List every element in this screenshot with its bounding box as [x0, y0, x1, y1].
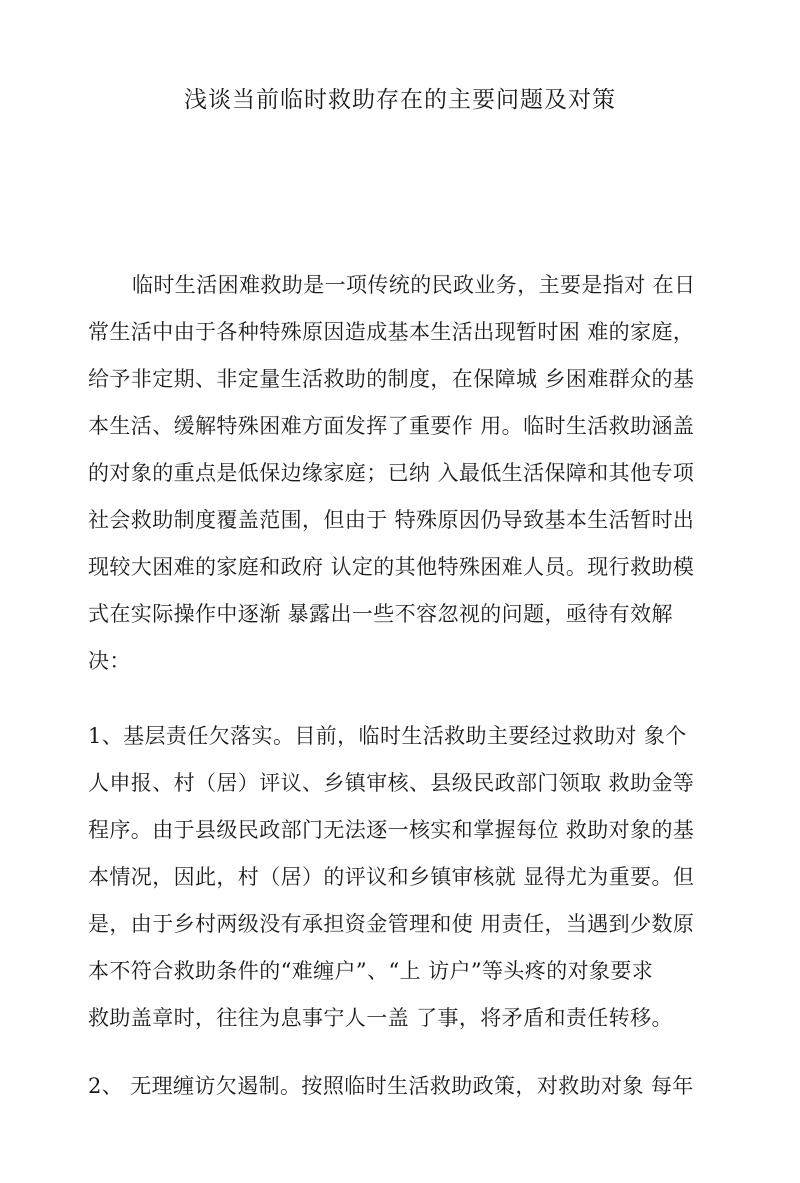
paragraph-intro [88, 262, 722, 685]
paragraph-line: 是，由于乡村两级没有承担资金管理和使 用责任，当遇到少数原 [88, 912, 695, 936]
paragraph-line: 临时生活困难救助是一项传统的民政业务，主要是指对 在日 [132, 273, 696, 297]
paragraph-line: 本情况，因此，村（居）的评议和乡镇审核就 显得尤为重要。但 [88, 865, 695, 889]
paragraph-line: 本生活、缓解特殊困难方面发挥了重要作 用。临时生活救助涵盖 [88, 414, 695, 438]
paragraph-line: 常生活中由于各种特殊原因造成基本生活出现暂时困 难的家庭， [88, 320, 695, 344]
paragraph-line: 式在实际操作中逐渐 暴露出一些不容忽视的问题，亟待有效解 [88, 602, 673, 626]
paragraph-line: 给予非定期、非定量生活救助的制度，在保障城 乡困难群众的基 [88, 367, 695, 391]
paragraph-line: 的对象的重点是低保边缘家庭；已纳 入最低生活保障和其他专项 [88, 461, 695, 485]
paragraph-line: 2、 无理缠访欠遏制。按照临时生活救助政策，对救助对象 每年 [88, 1074, 694, 1098]
paragraph-line: 本不符合救助条件的“难缠户”、“上 访户”等头疼的对象要求 [88, 959, 654, 983]
paragraph-point-1 [88, 713, 722, 1042]
paragraph-line: 社会救助制度覆盖范围，但由于 特殊原因仍导致基本生活暂时出 [88, 508, 695, 532]
paragraph-line: 现较大困难的家庭和政府 认定的其他特殊困难人员。现行救助模 [88, 555, 695, 579]
document-title: 浅谈当前临时救助存在的主要问题及对策 [184, 87, 616, 113]
paragraph-line: 1、基层责任欠落实。目前，临时生活救助主要经过救助对 象个 [88, 724, 687, 748]
paragraph-line: 程序。由于县级民政部门无法逐一核实和掌握每位 救助对象的基 [88, 818, 695, 842]
paragraph-line: 人申报、村（居）评议、乡镇审核、县级民政部门领取 救助金等 [88, 771, 695, 795]
paragraph-line: 救助盖章时，往往为息事宁人一盖 了事，将矛盾和责任转移。 [88, 1006, 673, 1030]
paragraph-point-2 [88, 1063, 722, 1110]
paragraph-line: 决： [88, 649, 131, 673]
